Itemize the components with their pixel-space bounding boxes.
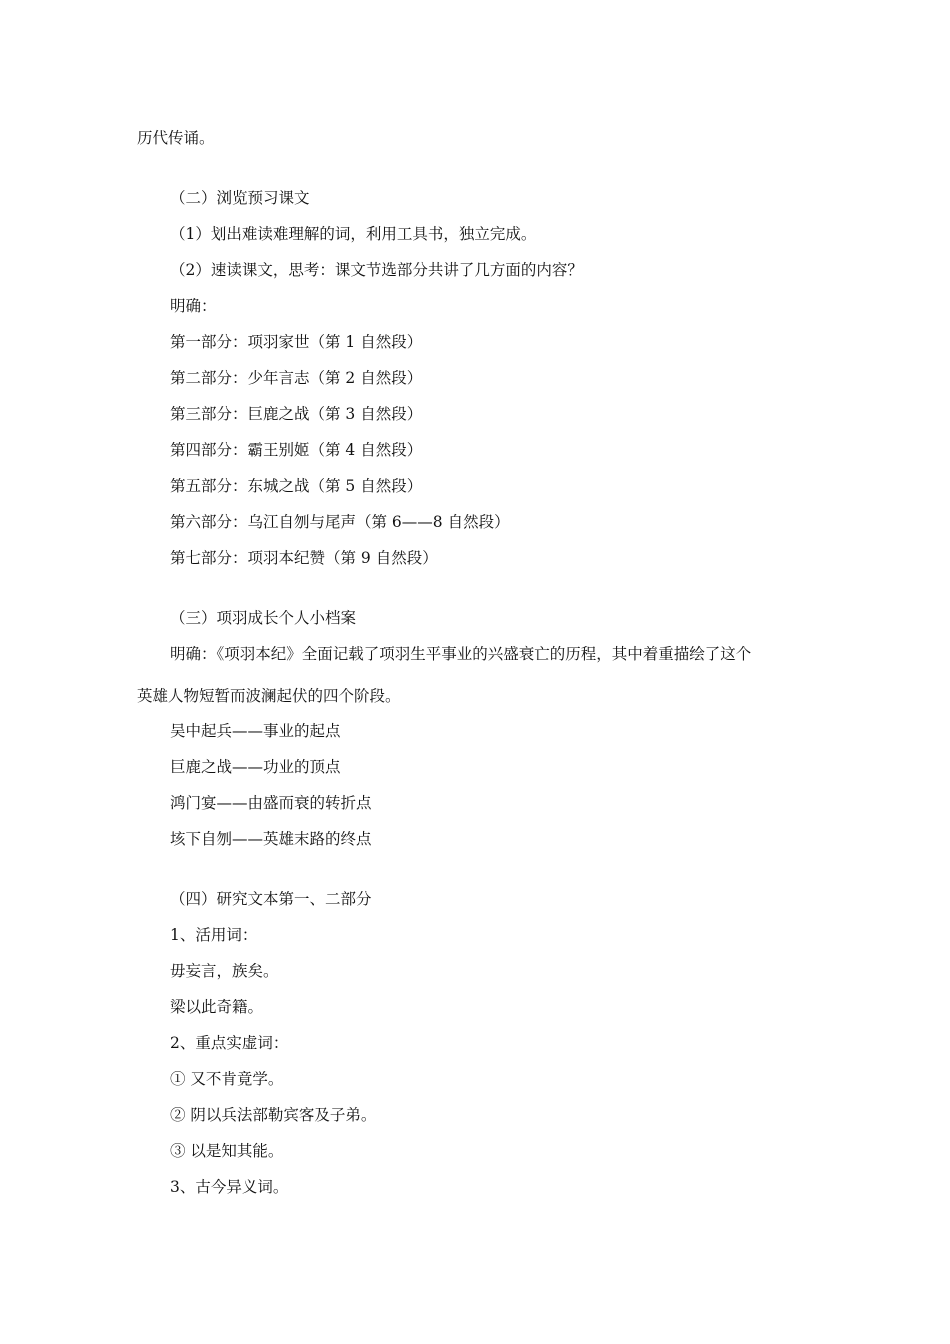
list-item: 吴中起兵——事业的起点 bbox=[170, 722, 341, 740]
text-line: （2）速读课文，思考：课文节选部分共讲了几方面的内容？ bbox=[170, 261, 583, 279]
list-item: ① 又不肯竟学。 bbox=[170, 1070, 284, 1088]
list-item: 第一部分：项羽家世（第 1 自然段） bbox=[170, 333, 423, 351]
list-item: 第五部分：东城之战（第 5 自然段） bbox=[170, 477, 423, 495]
list-item: 巨鹿之战——功业的顶点 bbox=[170, 758, 341, 776]
list-item: ③ 以是知其能。 bbox=[170, 1142, 284, 1160]
list-item: 第六部分：乌江自刎与尾声（第 6——8 自然段） bbox=[170, 513, 510, 531]
list-item: 鸿门宴——由盛而衰的转折点 bbox=[170, 794, 372, 812]
text-line: 3、古今异义词。 bbox=[170, 1178, 289, 1196]
text-line: 明确：《项羽本纪》全面记载了项羽生平事业的兴盛衰亡的历程，其中着重描绘了这个 bbox=[170, 645, 752, 663]
text-line: 英雄人物短暂而波澜起伏的四个阶段。 bbox=[137, 687, 401, 705]
list-item: 垓下自刎——英雄末路的终点 bbox=[170, 830, 372, 848]
text-line: 1、活用词： bbox=[170, 926, 258, 944]
text-line: 梁以此奇籍。 bbox=[170, 998, 264, 1016]
list-item: 第二部分：少年言志（第 2 自然段） bbox=[170, 369, 423, 387]
list-item: 第七部分：项羽本纪赞（第 9 自然段） bbox=[170, 549, 438, 567]
list-item: 第三部分：巨鹿之战（第 3 自然段） bbox=[170, 405, 423, 423]
list-item: ② 阴以兵法部勒宾客及子弟。 bbox=[170, 1106, 377, 1124]
text-line: （1）划出难读难理解的词，利用工具书，独立完成。 bbox=[170, 225, 537, 243]
list-item: 第四部分：霸王别姬（第 4 自然段） bbox=[170, 441, 423, 459]
text-line: 明确： bbox=[170, 297, 217, 315]
text-line: 2、重点实虚词： bbox=[170, 1034, 289, 1052]
text-line: 历代传诵。 bbox=[137, 129, 215, 147]
section-heading: （四）研究文本第一、二部分 bbox=[170, 890, 372, 908]
text-line: 毋妄言，族矣。 bbox=[170, 962, 279, 980]
section-heading: （三）项羽成长个人小档案 bbox=[170, 609, 357, 627]
section-heading: （二）浏览预习课文 bbox=[170, 189, 310, 207]
